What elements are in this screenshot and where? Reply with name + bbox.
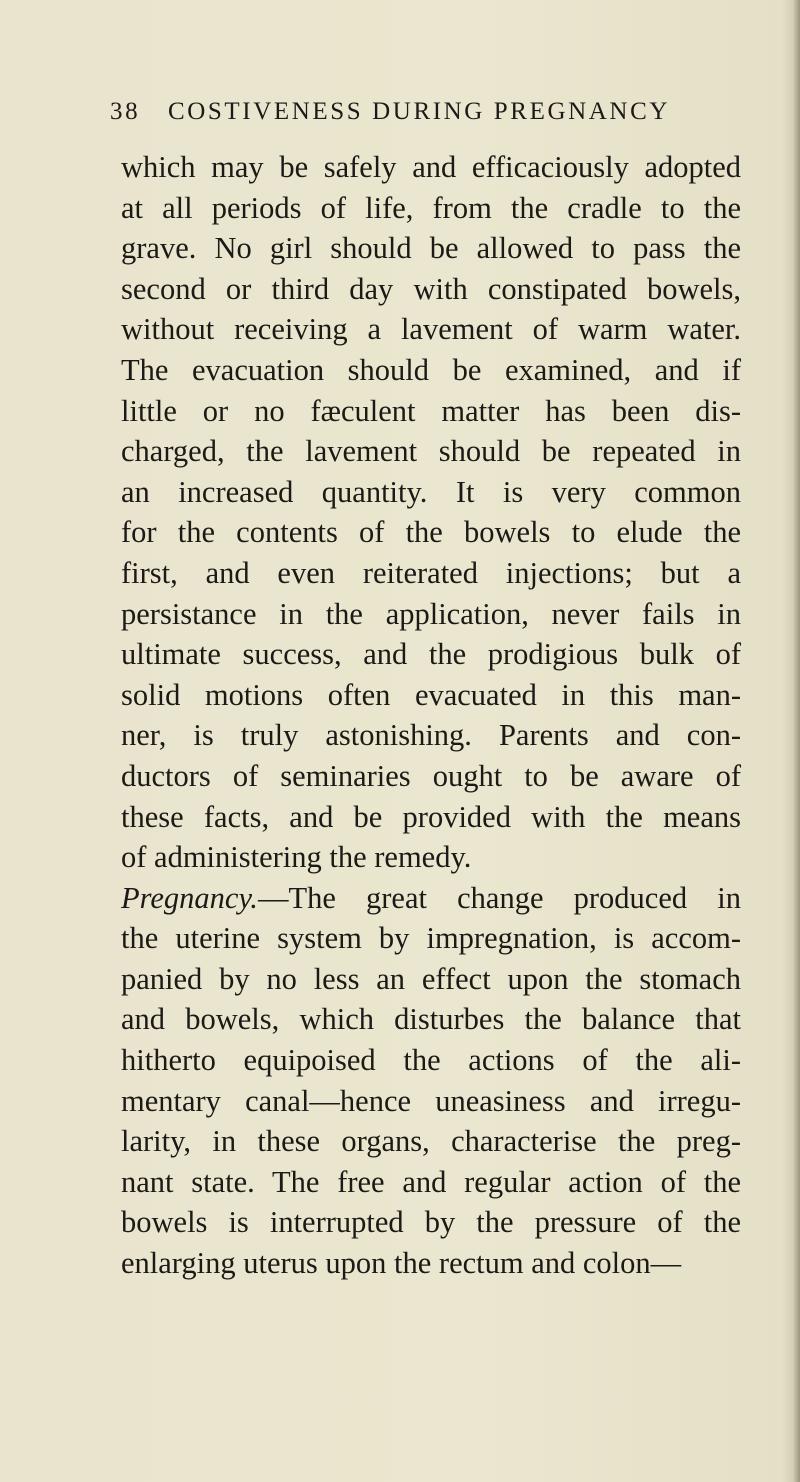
text-line: nant state. The free and regular action of the (121, 1164, 741, 1199)
text-line: persistance in the application, never fails in (121, 596, 741, 631)
text-line: hitherto equipoised the actions of the ali- (121, 1043, 741, 1078)
text-line: these facts, and be provided with the means (121, 799, 741, 834)
text-line: larity, in these organs, characterise the preg- (121, 1124, 741, 1159)
text-line: mentary canal—hence uneasiness and irregu- (121, 1083, 741, 1118)
text-line: bowels is interrupted by the pressure of the (121, 1205, 741, 1240)
page-number: 38 (110, 98, 141, 125)
text-line: second or third day with constipated bowels, (121, 271, 741, 306)
text-line: of administering the remedy. (121, 840, 472, 875)
section-heading: Pregnancy. (121, 880, 258, 915)
text-line: ultimate success, and the prodigious bulk of (121, 637, 741, 672)
text-line: for the contents of the bowels to elude the (121, 515, 741, 550)
section-first-line (121, 878, 741, 919)
text-line: solid motions often evacuated in this man- (121, 677, 741, 712)
section-first-line-rest: —The great change produced in (257, 880, 741, 915)
text-line: enlarging uterus upon the rectum and colon— (121, 1246, 682, 1281)
text-line: which may be safely and efficaciously adopted (121, 150, 741, 184)
text-line: The evacuation should be examined, and if (121, 352, 741, 387)
body-text (121, 147, 741, 1284)
text-line: charged, the lavement should be repeated in (121, 434, 741, 469)
text-line: grave. No girl should be allowed to pass the (121, 231, 741, 266)
text-line: an increased quantity. It is very common (121, 474, 741, 509)
text-line: the uterine system by impregnation, is accom- (121, 921, 741, 956)
page-edge-shadow (782, 0, 800, 1482)
text-line: at all periods of life, from the cradle to the (121, 190, 741, 225)
running-head-title: COSTIVENESS DURING PREGNANCY (168, 98, 670, 125)
running-header (110, 98, 750, 138)
text-line: and bowels, which disturbes the balance that (121, 1002, 741, 1037)
text-line: without receiving a lavement of warm water. (121, 312, 741, 347)
text-line: ductors of seminaries ought to be aware of (121, 758, 741, 793)
text-line: ner, is truly astonishing. Parents and con- (121, 718, 741, 753)
text-line: panied by no less an effect upon the stomach (121, 961, 741, 996)
text-line: first, and even reiterated injections; but a (121, 555, 741, 590)
text-line: little or no fæculent matter has been dis- (121, 393, 741, 428)
